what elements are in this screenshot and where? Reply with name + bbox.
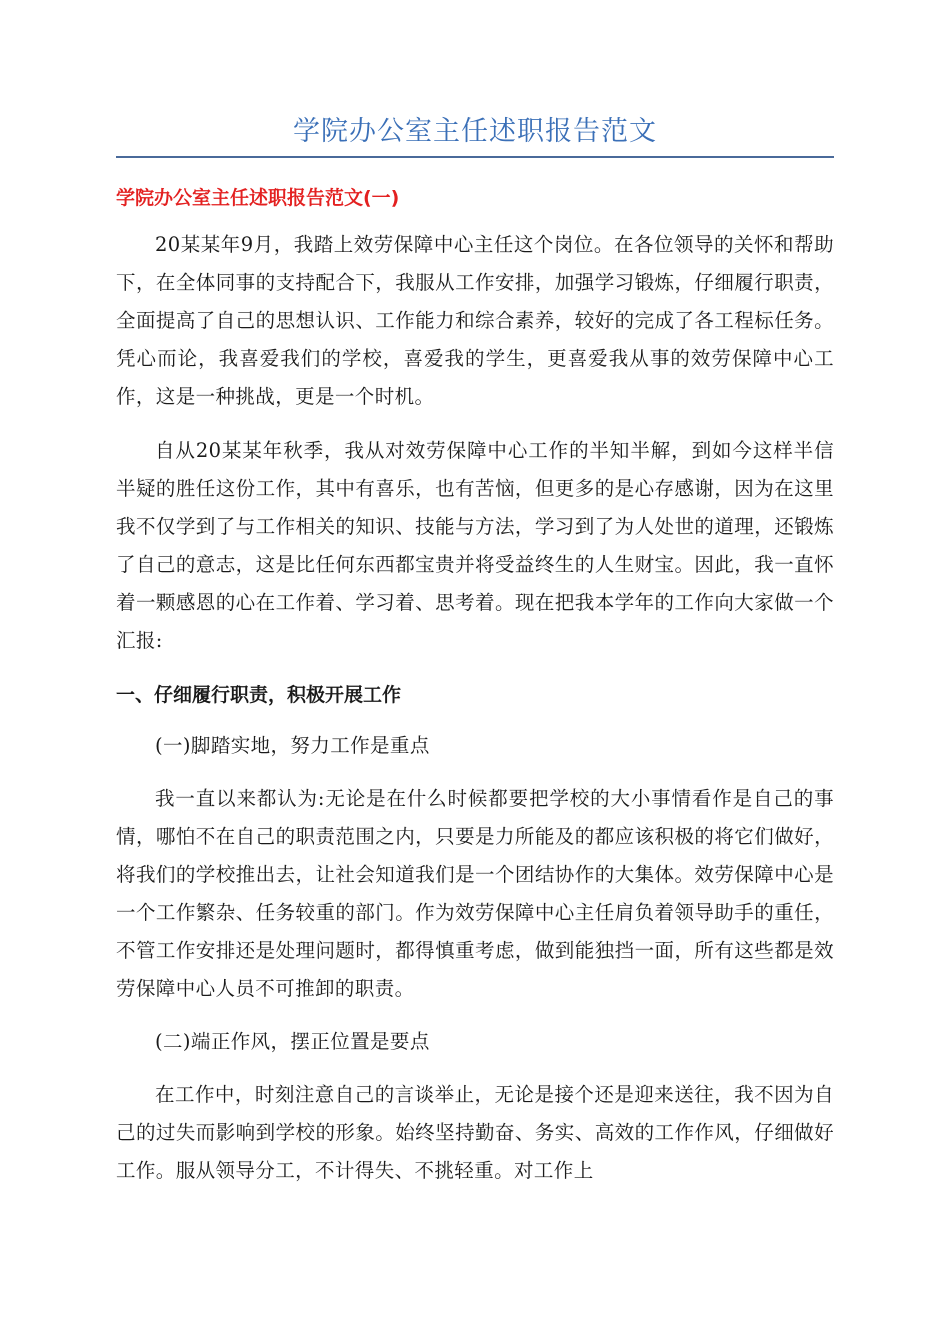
paragraph-4: 在工作中，时刻注意自己的言谈举止，无论是接个还是迎来送往，我不因为自己的过失而影响到学校的形象。始终坚持勤奋、务实、高效的工作作风，仔细做好工作。服从领导分工，不计得失、不挑轻重。对工作上	[116, 1083, 834, 1182]
paragraph-3: 我一直以来都认为:无论是在什么时候都要把学校的大小事情看作是自己的事情，哪怕不在自己的职责范围之内，只要是力所能及的都应该积极的将它们做好，将我们的学校推出去，让社会知道我们是一个团结协作的大集体。效劳保障中心是一个工作繁杂、任务较重的部门。作为效劳保障中心主任肩负着领导助手的重任，不管工作安排还是处理问题时，都得慎重考虑，做到能独挡一面，所有这些都是效劳保障中心人员不可推卸的职责。	[116, 787, 834, 1000]
subheading-2: (二)端正作风，摆正位置是要点	[155, 1030, 430, 1053]
title-divider	[116, 156, 834, 158]
heading-responsibilities: 一、仔细履行职责，积极开展工作	[116, 684, 402, 706]
paragraph-2: 自从20某某年秋季，我从对效劳保障中心工作的半知半解，到如今这样半信半疑的胜任这份工作，其中有喜乐，也有苦恼，但更多的是心存感谢，因为在这里我不仅学到了与工作相关的知识、技能与方法，学习到了为人处世的道理，还锻炼了自己的意志，这是比任何东西都宝贵并将受益终生的人生财宝。因此，我一直怀着一颗感恩的心在工作着、学习着、思考着。现在把我本学年的工作向大家做一个汇报:	[116, 439, 834, 652]
section-title: 学院办公室主任述职报告范文(一)	[116, 187, 400, 209]
subheading-1: (一)脚踏实地，努力工作是重点	[155, 734, 430, 757]
document-title: 学院办公室主任述职报告范文	[293, 116, 657, 147]
document-page	[116, 0, 834, 1190]
paragraph-1: 20某某年9月，我踏上效劳保障中心主任这个岗位。在各位领导的关怀和帮助下，在全体同事的支持配合下，我服从工作安排，加强学习锻炼，仔细履行职责，全面提高了自己的思想认识、工作能力和综合素养，较好的完成了各工程标任务。凭心而论，我喜爱我们的学校，喜爱我的学生，更喜爱我从事的效劳保障中心工作，这是一种挑战，更是一个时机。	[116, 233, 834, 408]
